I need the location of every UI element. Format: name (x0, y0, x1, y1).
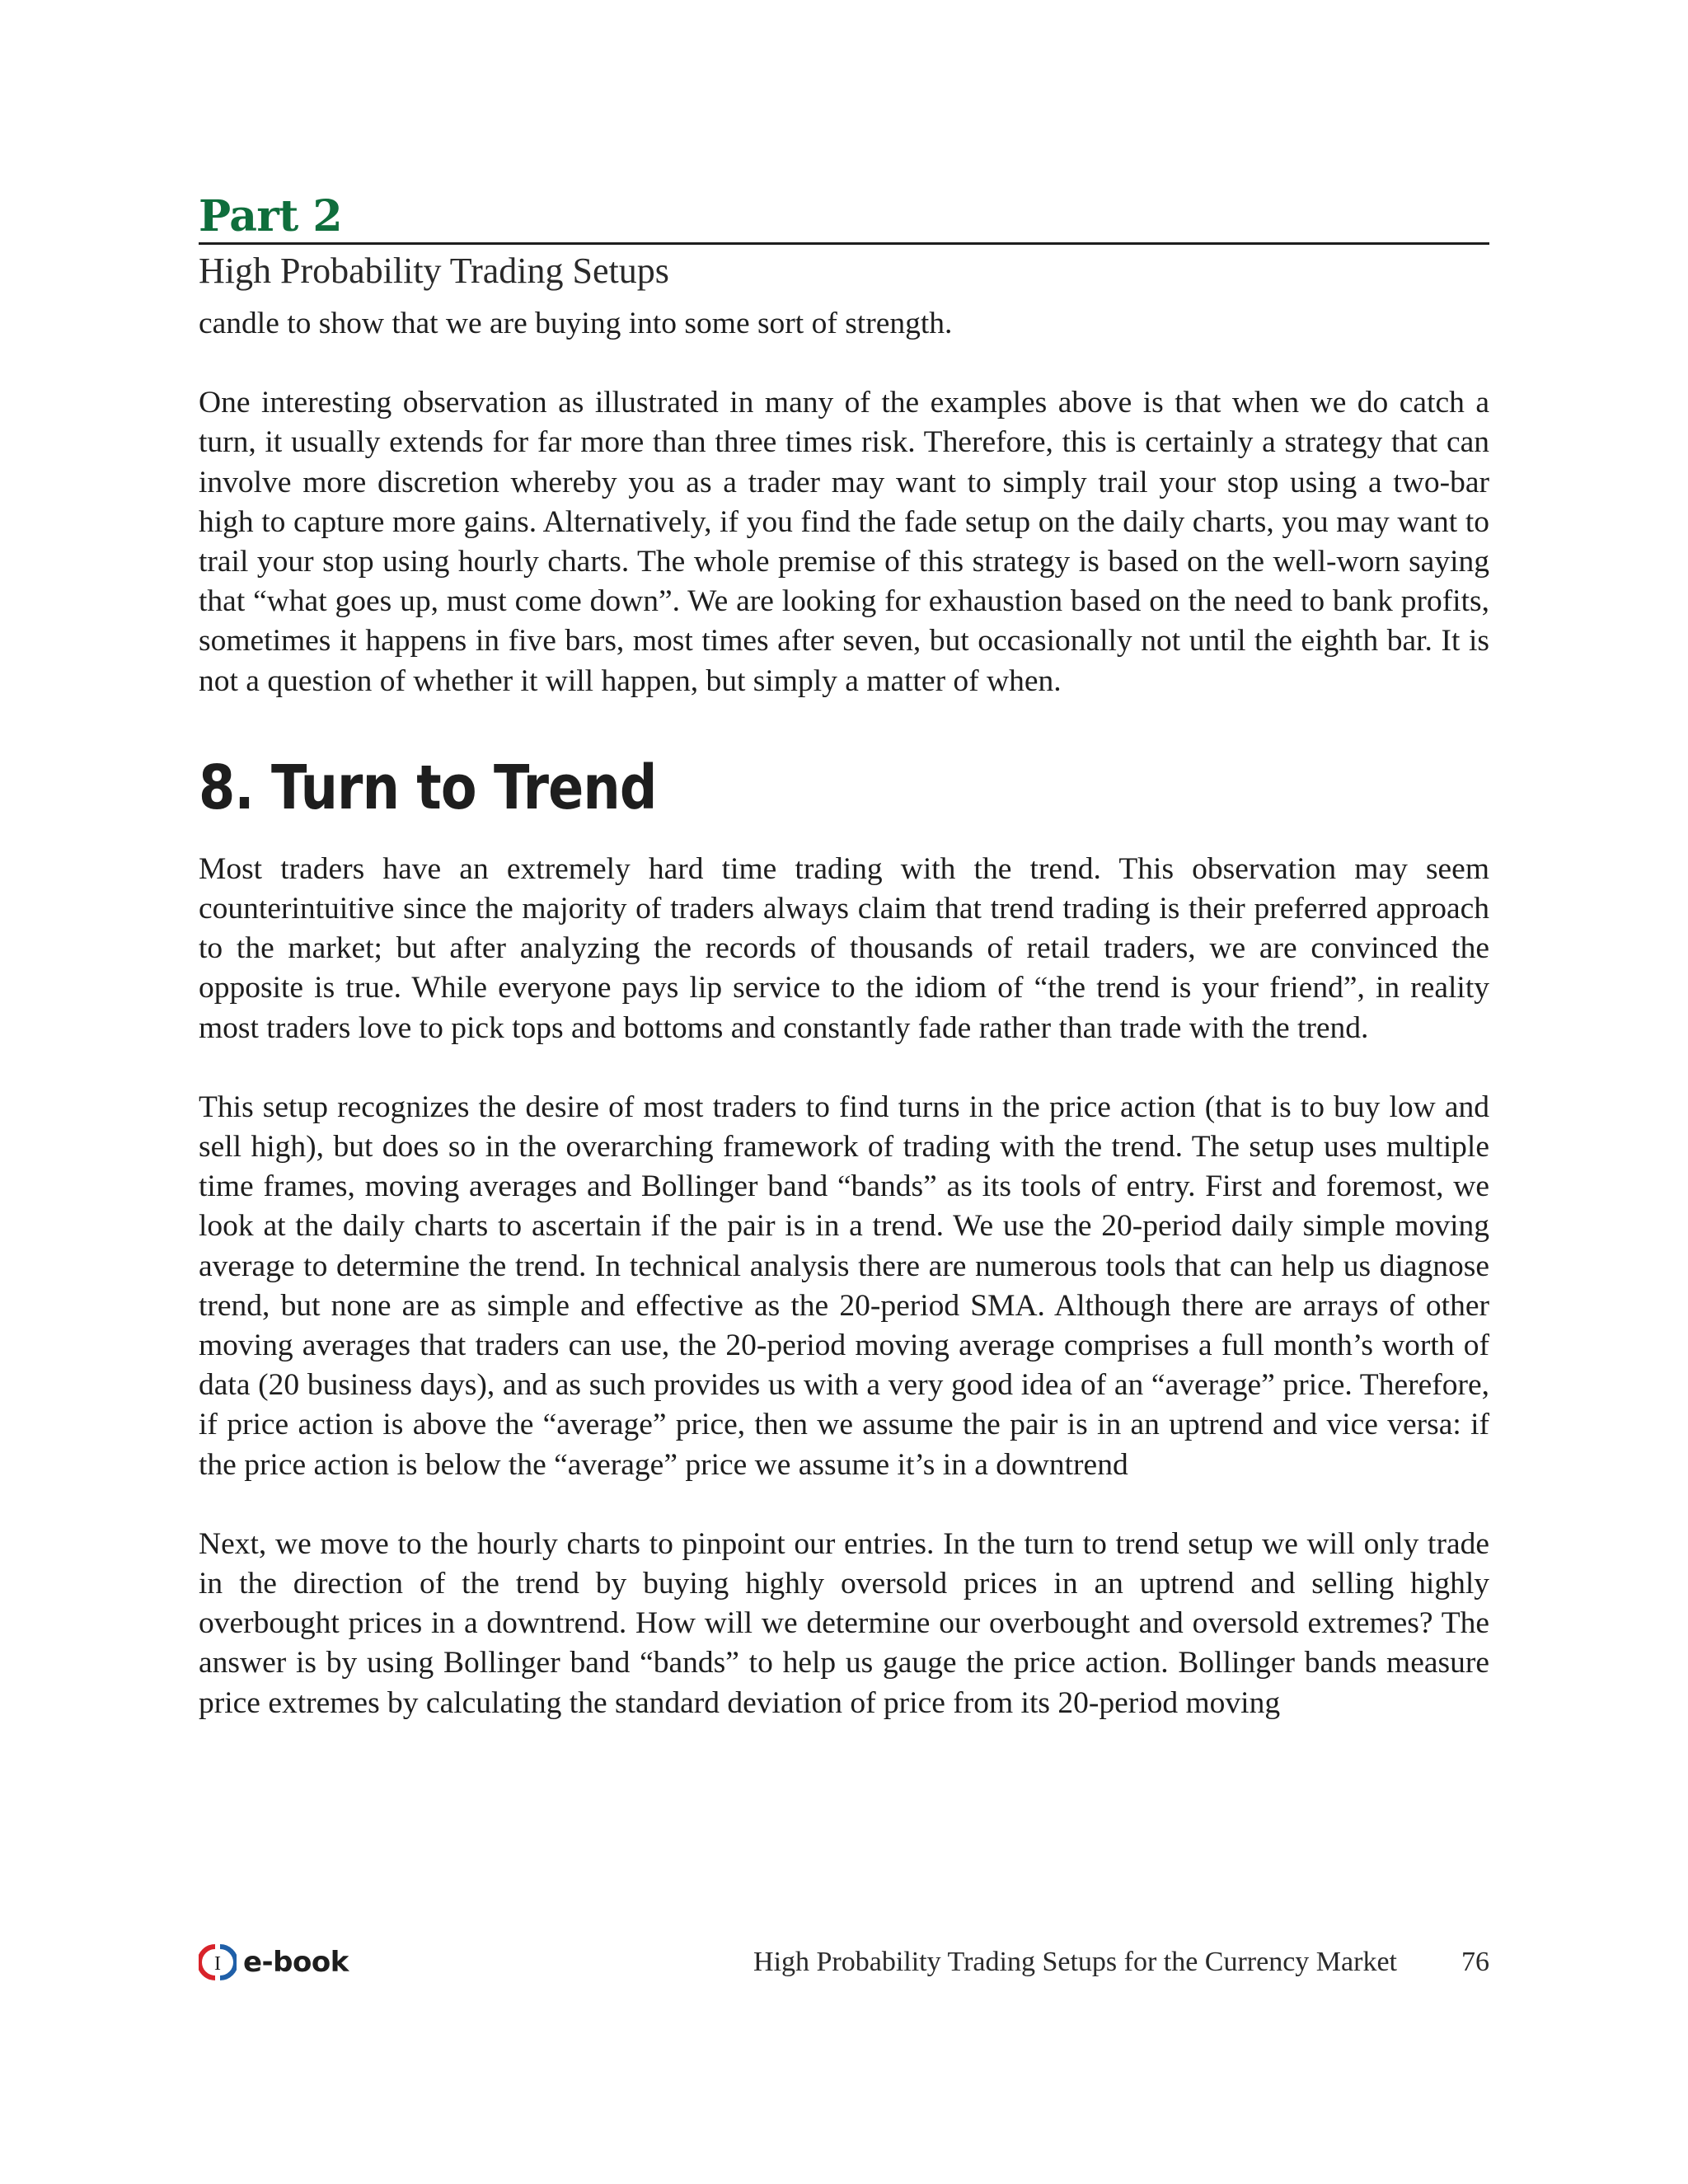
page-content (199, 191, 1489, 1723)
ebook-logo-icon (199, 1943, 237, 1981)
ebook-logo-word: e-book (243, 1946, 349, 1979)
ebook-logo (199, 1943, 349, 1981)
paragraph-hourly: Next, we move to the hourly charts to pinpoint our entries. In the turn to trend setup we will only trade in the direction of the trend by buying highly oversold prices in an uptrend and selling highly overbought prices in a downtrend. How will we determine our overbought and oversold extremes? The answer is by using Bollinger band “bands” to help us gauge the price action. Bollinger bands measure price extremes by calculating the standard deviation of price from its 20-period moving (199, 1526, 1489, 1720)
part-subtitle: High Probability Trading Setups (199, 251, 669, 291)
section-heading: 8. Turn to Trend (199, 752, 657, 823)
paragraph-trend-intro: Most traders have an extremely hard time trading with the trend. This observation may seem counterintuitive since the majority of traders always claim that trend trading is their preferred approach to the market; but after analyzing the records of thousands of retail traders, we are convinced the opposite is true. While everyone pays lip service to the idiom of “the trend is your friend”, in reality most traders love to pick tops and bottoms and constantly fade rather than trade with the trend. (199, 851, 1489, 1045)
page-number: 76 (1461, 1947, 1489, 1977)
paragraph-continuation: candle to show that we are buying into some sort of strength. (199, 307, 953, 340)
logo-letter: I (214, 1953, 221, 1975)
footer-book-title: High Probability Trading Setups for the Currency Market (753, 1947, 1397, 1977)
paragraph-observation: One interesting observation as illustrated in many of the examples above is that when we do catch a turn, it usually extends for far more than three times risk. Therefore, this is certainly a strategy that can involve more discretion whereby you as a trader may want to simply trail your stop using a two-bar high to capture more gains. Alternatively, if you find the fade setup on the daily charts, you may want to trail your stop using hourly charts. The whole premise of this strategy is based on the well-worn saying that “what goes up, must come down”. We are looking for exhaustion based on the need to bank profits, sometimes it happens in five bars, most times after seven, but occasionally not until the eighth bar. It is not a question of whether it will happen, but simply a matter of when. (199, 386, 1489, 698)
page-footer (199, 1937, 1489, 1986)
paragraph-setup: This setup recognizes the desire of most traders to find turns in the price action (that is to buy low and sell high), but does so in the overarching framework of trading with the trend. The setup uses multiple time frames, moving averages and Bollinger band “bands” as its tools of entry. First and foremost, we look at the daily charts to ascertain if the pair is in a trend. We use the 20-period daily simple moving average to determine the trend. In technical analysis there are numerous tools that can help us diagnose trend, but none are as simple and effective as the 20-period SMA. Although there are arrays of other moving averages that traders can use, the 20-period moving average comprises a full month’s worth of data (20 business days), and as such provides us with a very good idea of an “average” price. Therefore, if price action is above the “average” price, then we assume the pair is in an uptrend and vice versa: if the price action is below the “average” price we assume it’s in a downtrend (199, 1090, 1489, 1482)
part-label: Part 2 (199, 191, 1489, 245)
